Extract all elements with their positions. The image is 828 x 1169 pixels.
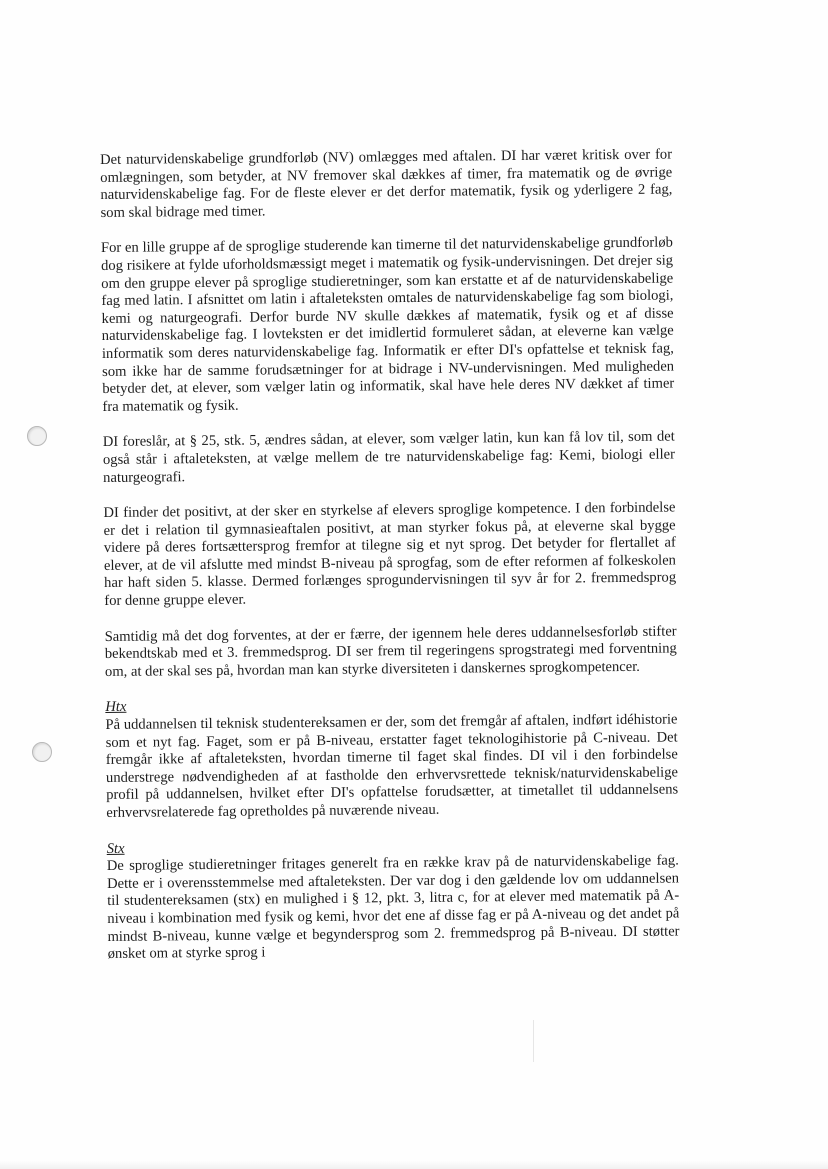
- page-bottom-edge: [0, 1160, 828, 1169]
- paragraph-di-proposal: DI foreslår, at § 25, stk. 5, ændres sådan, at elever, som vælger latin, kun kan få lov til, som det også står i aftaleteksten, at vælge mellem de tre naturvidenskabelige fag: Kemi, biologi eller naturgeografi.: [102, 428, 676, 486]
- paragraph-stx: De sproglige studieretninger fritages generelt fra en række krav på de naturvidenskabelige fag. Dette er i overensstemmelse med aftaleteksten. Der var dog i den gældende lov om uddannelsen til studentereksamen (stx) en mulighed i § 12, pkt. 3, litra c, for at elever med matematik på A-niveau i kombination med fysik og kemi, hvor det ene af disse fag er på A-niveau og det andet på mindst B-niveau, kunne vælge et begyndersprog som 2. fremmedsprog på B-niveau. DI støtter ønsket om at styrke sprog i: [106, 852, 680, 963]
- paragraph-htx: På uddannelsen til teknisk studentereksamen er der, som det fremgår af aftalen, indført idéhistorie som et nyt fag. Faget, som er på B-niveau, erstatter faget teknologihistorie på C-niveau. Det fremgår ikke af aftaleteksten, hvordan timerne til faget skal findes. DI vil i den forbindelse understrege nødvendigheden af at fastholde den erhvervsrettede teknisk/naturvidenskabelige profil på uddannelsen, hvilket efter DI's opfattelse forudsætter, at timetallet til uddannelsens erhvervsrelaterede fag opretholdes på nuværende niveau.: [105, 711, 679, 821]
- paragraph-nv-intro: Det naturvidenskabelige grundforløb (NV) omlægges med aftalen. DI har været kritisk over for omlægningen, som betyder, at NV fremover skal dækkes af timer, fra matematik og de øvrige naturvidenskabelige fag. For de fleste elever er det derfor matematik, fysik og yderligere 2 fag, som skal bidrage med timer.: [100, 146, 673, 221]
- paragraph-latin-students: For en lille gruppe af de sproglige studerende kan timerne til det naturvidenskabelige grundforløb dog risikere at fylde uforholdsmæssigt meget i matematik og fysik-undervisningen. Det drejer sig om den gruppe elever på sproglige studieretninger, som kan erstatte et af de naturvidenskabelige fag med latin. I afsnittet om latin i aftaleteksten omtales de naturvidenskabelige fag som biologi, kemi og naturgeografi. Derfor burde NV skulle dækkes af matematik, fysik og et af disse naturvidenskabelige fag. I lovteksten er det imidlertid formuleret sådan, at eleverne kan vælge informatik som deres naturvidenskabelige fag. Informatik er efter DI's opfattelse et teknisk fag, som ikke har de samme forudsætninger for at bidrage i NV-undervisningen. Med muligheden betyder det, at elever, som vælger latin og informatik, skal have hele deres NV dækket af timer fra matematik og fysik.: [100, 234, 675, 415]
- punch-hole: [32, 742, 52, 762]
- paragraph-language-strategy: Samtidig må det dog forventes, at der er færre, der igennem hele deres uddannelsesforløb stifter bekendtskab med et 3. fremmedsprog. DI ser frem til regeringens sprogstrategi med forventning om, at der skal ses på, hvordan man kan styrke diversiteten i danskernes sprogkompetencer.: [104, 623, 677, 680]
- document-body: [100, 147, 680, 982]
- paragraph-language-competence: DI finder det positivt, at der sker en styrkelse af elevers sproglige kompetence. I den forbindelse er det i relation til gymnasieaftalen positivt, at man styrker fokus på, at eleverne skal bygge videre på deres fortsættersprog fremfor at tilegne sig et nyt sprog. Det betyder for flertallet af elever, at de vil afslutte med mindst B-niveau på sprogfag, som de efter reformen af folkeskolen har haft siden 5. klasse. Dermed forlænges sprogundervisningen til syv år for 2. fremmedsprog for denne gruppe elever.: [103, 499, 677, 610]
- scan-artifact-line: [533, 1020, 534, 1062]
- section-heading-htx: Htx: [105, 699, 127, 716]
- section-heading-stx: Stx: [106, 840, 125, 857]
- punch-hole: [27, 426, 47, 446]
